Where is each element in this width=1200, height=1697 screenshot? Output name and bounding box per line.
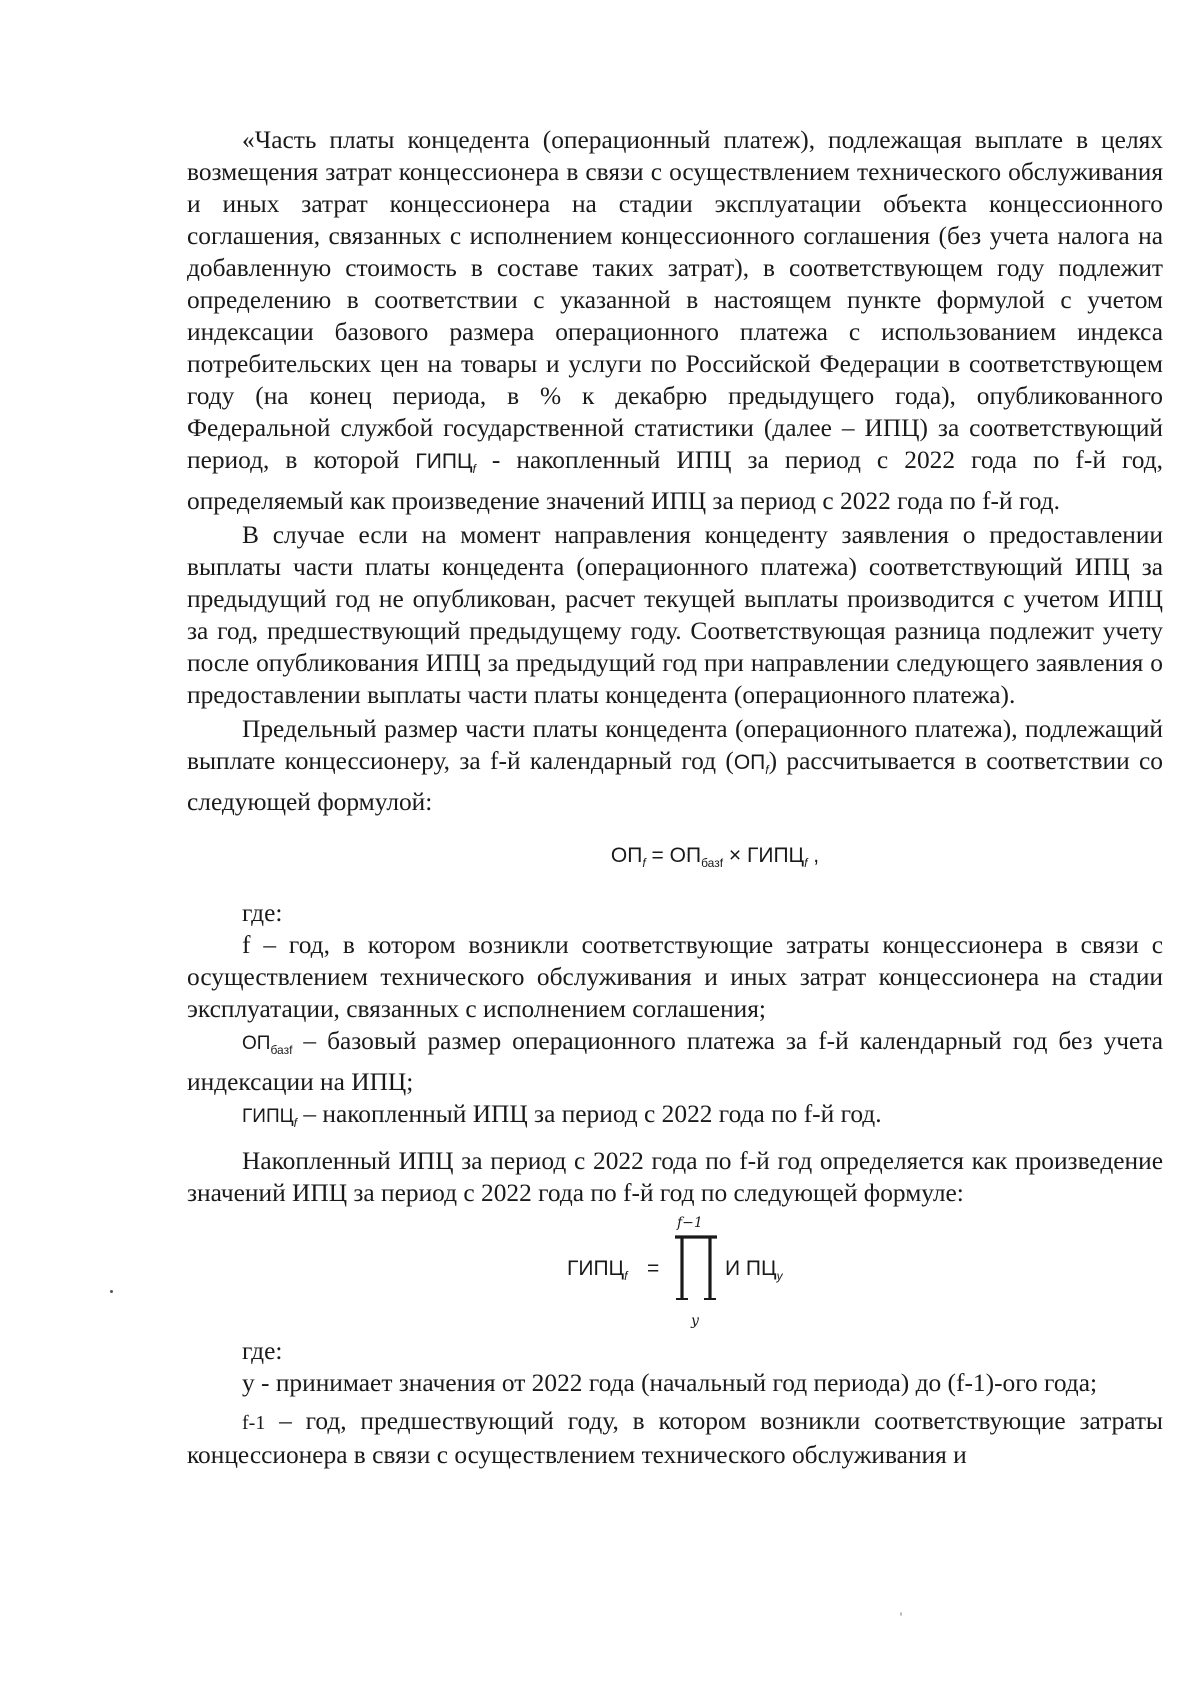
where-label: где: [242,1337,283,1365]
formula-gipc-product [187,1213,1163,1329]
definition-f-minus-1: f-1 – год, предшествующий году, в котором возникли соответствующие затраты концессионера в связи с осуществлением технического обслуживания и [187,1407,1163,1469]
symbol-gipc: $ГИПЦ_f$ [415,450,476,476]
product-lower-limit: y [691,1313,699,1329]
formula-op-f: $ОП_f = ОП_{базf}$ × $ГИПЦ_f$ , [610,844,820,870]
scan-speck [900,1612,902,1616]
paragraph-text: ) рассчитывается в соответствии со следующей формулой: [187,747,1163,816]
formula-lhs: $ГИПЦ_f$ [567,1257,628,1283]
product-sign-icon [673,1235,719,1301]
paragraph-text: - накопленный ИПЦ за период с 2022 года по f-й год, определяемый как произведение значений ИПЦ за период с 2022 года по f-й год. [187,446,1163,515]
paragraph-accumulated-ipc: Накопленный ИПЦ за период с 2022 года по f-й год определяется как произведение значений ИПЦ за период с 2022 года по f-й год по следующей формуле: [187,1147,1163,1207]
symbol-f-minus-1: f-1 [242,1412,266,1434]
definition-gipc: $ГИПЦ_f$ – накопленный ИПЦ за период с 2022 года по f-й год. [242,1100,882,1130]
paragraph-text: Предельный размер части платы концедента (операционного платежа), подлежащий выплате концессионеру, за f-й календарный год ( [187,715,1163,775]
document-body [187,124,1163,1471]
definition-y: y - принимает значения от 2022 года (начальный год периода) до (f-1)-ого года; [242,1369,1098,1397]
paragraph-max-amount [187,713,1163,818]
symbol-op-f: $ОП_f$ [733,751,769,777]
definition-f: f – год, в котором возникли соответствующие затраты концессионера в связи с осуществлением технического обслуживания и иных затрат концессионера на стадии эксплуатации, связанных с исполнением соглашения; [187,931,1163,1023]
paragraph-operational-payment [187,124,1163,517]
where-label: где: [242,899,283,927]
symbol-op-baz: $ОП_{базf}$ [242,1033,293,1057]
symbol-gipc: $ГИПЦ_f$ [242,1106,297,1130]
formula-equals: = [647,1257,660,1280]
paragraph-ipc-not-published: В случае если на момент направления концеденту заявления о предоставлении выплаты части платы концедента (операционного платежа) соответствующий ИПЦ за предыдущий год не опубликован, расчет текущей выплаты производится с учетом ИПЦ за год, предшествующий предыдущему году. Соответствующая разница подлежит учету после опубликования ИПЦ за предыдущий год при направлении следующего заявления о предоставлении выплаты части платы концедента (операционного платежа). [187,521,1163,709]
scan-speck [110,1290,113,1293]
paragraph-text: «Часть платы концедента (операционный платеж), подлежащая выплате в целях возмещения затрат концессионера в связи с осуществлением технического обслуживания и иных затрат концессионера на стадии эксплуатации объекта концессионного соглашения, связанных с исполнением концессионного соглашения (без учета налога на добавленную стоимость в составе таких затрат), в соответствующем году подлежит определению в соответствии с указанной в настоящем пункте формулой с учетом индексации базового размера операционного платежа с использованием индекса потребительских цен на товары и услуги по Российской Федерации в соответствующем году (на конец периода, в % к декабрю предыдущего года), опубликованного Федеральной службой государственной статистики (далее – ИПЦ) за соответствующий период, в которой [187,126,1163,474]
formula-rhs: И $ПЦ_y$ [725,1257,783,1283]
product-upper-limit: f−1 [677,1215,703,1231]
definition-op-baz: $ОП_{базf}$ – базовый размер операционного платежа за f-й календарный год без учета индексации на ИПЦ; [187,1027,1163,1096]
